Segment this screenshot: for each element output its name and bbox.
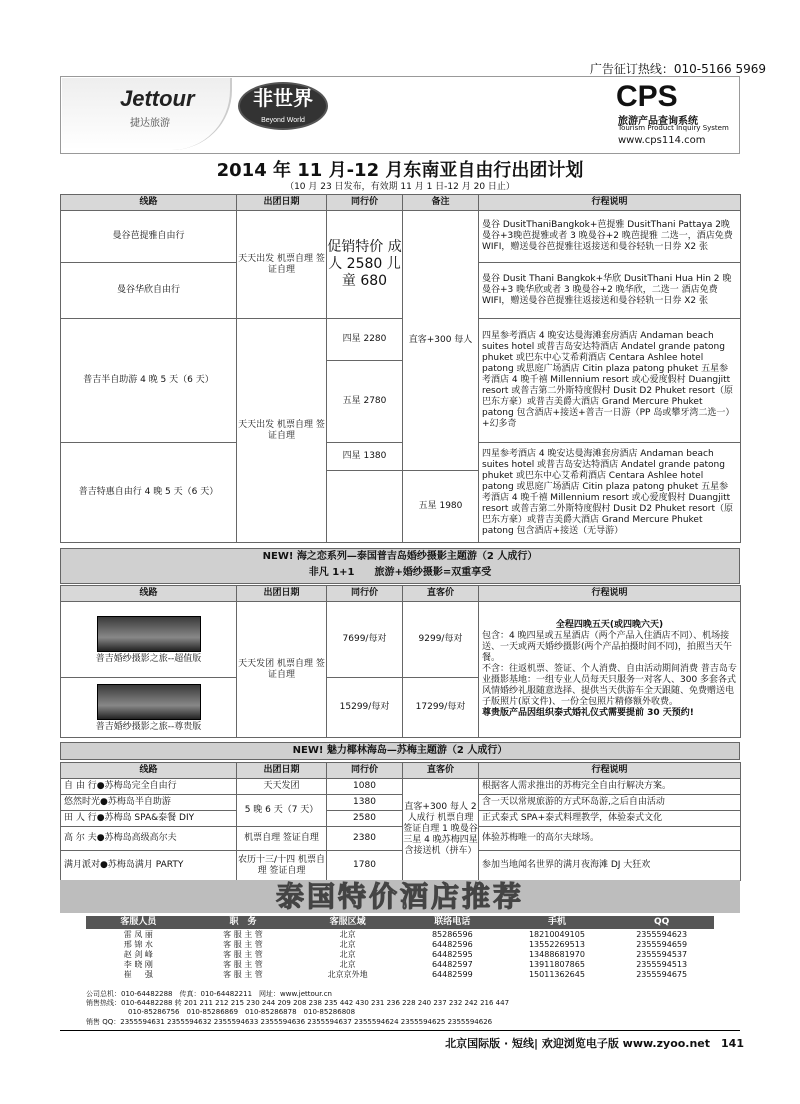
page-footer: 北京国际版 · 短线| 欢迎浏览电子版 www.zyoo.net 141 [445,1037,744,1050]
wedding-price-2: 15299/每对 [327,678,403,738]
samui-desc-5: 参加当地闻名世界的满月夜海滩 DJ 大狂欢 [479,851,741,881]
samui-banner: NEW! 魅力椰林海岛—苏梅主题游（2 人成行） [60,742,740,760]
contact-role: 客 服 主 管 [223,939,263,949]
desc-huahin: 曼谷 Dusit Thani Bangkok+华欣 DusitThani Hua Hin 2 晚曼谷+3 晚华欣或者 3 晚曼谷+2 晚华欣，二选一 酒店免费 WIFI，赠送曼谷芭提雅往返接送和曼谷轻轨一日券 X2 张 [479,263,741,319]
samui-date-b: 5 晚 6 天（7 天） [237,795,327,827]
samui-desc-1: 根据客人需求推出的苏梅完全自由行解决方案。 [479,779,741,795]
note-cell: 直客+300 每人 [403,211,479,471]
route-bangkok-huahin: 曼谷华欣自由行 [61,263,237,319]
contact-mobile: 15011362645 [528,969,585,979]
contact-row [86,929,714,939]
contact-area: 北京 [339,939,356,949]
samui-desc-3: 正式泰式 SPA+泰式料理教学，体验泰式文化 [479,811,741,827]
route-phuket-half: 普吉半自助游 4 晚 5 天（6 天） [61,319,237,443]
world-logo [238,82,328,130]
col-route: 线路 [61,195,237,211]
col-date: 出团日期 [237,195,327,211]
samui-price-4: 2380 [327,827,403,851]
col-desc: 行程说明 [479,763,741,779]
contact-area: 北京 [339,949,356,959]
samui-date-a: 天天发团 [237,779,327,795]
contact-name: 邢 锦 水 [123,939,153,949]
contact-row [86,949,714,959]
contact-qq: 2355594659 [636,939,688,949]
contact-phone: 64482596 [431,939,473,949]
cps-line2: Tourism Product Inquiry System [618,124,729,132]
contact-col-mobile: 手机 [505,916,610,929]
cps-url: www.cps114.com [618,135,706,146]
wedding-desc-2: 不含：往返机票、签证、个人消费、自由活动期间消费 普吉岛专业摄影基地：一组专业人员每天只服务一对客人、300 多套各式风情婚纱礼服随意选择、提供当天供游车全天跟随、免费赠送电子版照片(原文件)、一份全包照片精修额外收费。 [482,664,737,707]
desc-pattaya: 曼谷 DusitThaniBangkok+芭提雅 DusitThani Pattaya 2晚曼谷+3晚芭提雅或者 3 晚曼谷+2 晚芭提雅 二选一，酒店免费 WIFI，赠送曼谷芭提雅往返接送和曼谷轻轨一日券 X2 张 [479,211,741,263]
desc-full: 四星参考酒店 4 晚安达曼海滩套房酒店 Andaman beach suites hotel 或普吉岛安达特酒店 Andatel grande patong phuket 或巴东中心艾希莉酒店 Centara Ashlee hotel patong 或思庭广场酒店 Citin plaza patong phuket 五星参考酒店 4 晚千禧 Millennium resort 或心爱度假村 Duangjitt resort 或普吉第二外斯特度假村 Dusit D2 Phuket resort（原巴东方豪）或普吉美爵大酒店 Grand Mercure Phuket patong 包含酒店+接送（无导游） [479,443,741,543]
wedding-desc-3: 尊贵版产品因组织泰式婚礼仪式需要提前 30 天预约! [482,708,694,718]
date-cell-2: 天天出发 机票自理 签证自理 [237,319,327,543]
world-logo-text: 非世界 [253,88,313,110]
contact-col-name: 客服人员 [86,916,191,929]
contact-phone: 64482599 [431,969,473,979]
col-route: 线路 [61,763,237,779]
contact-col-qq: QQ [609,916,714,929]
samui-route-3: 田 人 行●苏梅岛 SPA&泰餐 DIY [61,811,237,827]
ad-hotline: 广告征订热线：010-5166 5969 [589,62,766,76]
contact-name: 崔 强 [123,969,153,979]
samui-price-5: 1780 [327,851,403,881]
hotel-banner: 泰国特价酒店推荐 [60,880,740,913]
col-date: 出团日期 [237,586,327,602]
wedding-banner-line1: NEW! 海之恋系列—泰国普吉岛婚纱摄影主题游（2 人成行） [262,551,538,562]
samui-route-4: 高 尔 夫●苏梅岛高级高尔夫 [61,827,237,851]
contact-role: 客 服 主 管 [223,959,263,969]
price-4star: 四星 2280 [327,319,403,361]
cps-line1: 旅游产品查询系统 [618,116,698,127]
samui-desc-2: 含一天以常规旅游的方式环岛游,之后自由活动 [479,795,741,811]
samui-table [60,762,741,881]
wedding-banner-line2: 非凡 1+1 旅游+婚纱摄影=双重享受 [308,567,492,578]
col-price: 同行价 [327,195,403,211]
wedding-photo [97,616,201,652]
samui-price-2: 1380 [327,795,403,811]
col-desc: 行程说明 [479,195,741,211]
world-logo-sub: Beyond World [261,117,305,124]
contact-row [86,969,714,979]
col-desc: 行程说明 [479,586,741,602]
contact-table [86,916,714,979]
date-cell: 天天出发 机票自理 签证自理 [237,211,327,319]
contact-mobile: 13911807865 [528,959,585,969]
wedding-value [61,602,237,678]
samui-date-d: 农历十三/十四 机票自理 签证自理 [237,851,327,881]
contact-qq: 2355594675 [636,969,688,979]
contact-qq: 2355594623 [636,929,688,939]
col-date: 出团日期 [237,763,327,779]
desc-half: 四星参考酒店 4 晚安达曼海滩套房酒店 Andaman beach suites hotel 或普吉岛安达特酒店 Andatel grande patong phuket 或巴东中心艾希莉酒店 Centara Ashlee hotel patong 或思庭广场酒店 Citin plaza patong phuket 五星参考酒店 4 晚千禧 Millennium resort 或心爱度假村 Duangjitt resort 或普吉第二外斯特度假村 Dusit D2 Phuket resort（原巴东方豪）或普吉美爵大酒店 Grand Mercure Phuket patong 包含酒店+接送+普吉一日游（PP 岛或攀牙湾二选一）+幻多奇 [479,319,741,443]
col-client: 直客价 [403,763,479,779]
wedding-banner [60,548,740,584]
samui-client: 直客+300 每人 2 人成行 机票自理 签证自理 1 晚曼谷三星 4 晚苏梅四星 含接送机（拼车） [403,779,479,881]
wedding-premium-label: 普吉婚纱摄影之旅--尊贵版 [95,722,202,732]
sea-table [60,194,741,543]
samui-route-2: 悠然时光●苏梅岛半自助游 [61,795,237,811]
page-subtitle: （10 月 23 日发布，有效期 11 月 1 日-12 月 20 日止） [285,182,515,192]
jettour-logo: Jettour [120,86,195,111]
col-note: 备注 [403,195,479,211]
contact-col-area: 客服区域 [295,916,400,929]
samui-price-3: 2580 [327,811,403,827]
contact-role: 客 服 主 管 [223,929,263,939]
wedding-premium [61,678,237,738]
wedding-value-label: 普吉婚纱摄影之旅--超值版 [95,654,202,664]
col-route: 线路 [61,586,237,602]
contact-area: 北京 [339,959,356,969]
contact-col-phone: 联络电话 [400,916,505,929]
price-5star: 五星 2780 [327,361,403,443]
contact-phone: 64482597 [431,959,473,969]
wedding-date: 天天发团 机票自理 签证自理 [237,602,327,738]
price-5star-b: 五星 1980 [403,471,479,543]
contact-phone: 85286596 [431,929,473,939]
footer-sales-2: 010-85286756 010-85286869 010-85286878 010-85286808 [128,1008,356,1016]
contact-qq: 2355594537 [636,949,688,959]
wedding-desc [479,602,741,738]
contact-area: 北京 [339,929,356,939]
wedding-client-1: 9299/每对 [403,602,479,678]
samui-date-c: 机票自理 签证自理 [237,827,327,851]
contact-mobile: 13488681970 [528,949,585,959]
contact-name: 雷 凤 丽 [123,929,153,939]
contact-name: 赵 剑 峰 [123,949,153,959]
contact-role: 客 服 主 管 [223,949,263,959]
contact-row [86,939,714,949]
wedding-desc-1: 包含：4 晚四星或五星酒店（两个产品入住酒店不同）、机场接送、一天或两天婚纱摄影(两个产品拍摄时间不同)，拍照当天午餐。 [482,631,733,663]
samui-route-1: 自 由 行●苏梅岛完全自由行 [61,779,237,795]
route-phuket-full: 普吉特惠自由行 4 晚 5 天（6 天） [61,443,237,543]
page-title: 2014 年 11 月-12 月东南亚自由行出团计划 [216,160,584,181]
contact-row [86,959,714,969]
route-bangkok-pattaya: 曼谷芭提雅自由行 [61,211,237,263]
col-price: 同行价 [327,586,403,602]
wedding-client-2: 17299/每对 [403,678,479,738]
col-client: 直客价 [403,586,479,602]
footer-rule [60,1030,740,1031]
contact-role: 客 服 主 管 [223,969,263,979]
contact-mobile: 13552269513 [528,939,585,949]
footer-sales: 销售热线：010-64482288 转 201 211 212 215 230 244 209 208 238 235 442 430 231 236 228 240 237 232 242 216 447 [86,999,510,1007]
footer-company: 公司总机：010-64482288 传真：010-64482211 网址：www.jettour.cn [86,990,332,998]
cps-logo: CPS [616,80,678,113]
samui-desc-4: 体验苏梅唯一的高尔夫球场。 [479,827,741,851]
promo-price: 促销特价 成人 2580 儿童 680 [327,211,403,319]
contact-mobile: 18210049105 [528,929,585,939]
wedding-price-1: 7699/每对 [327,602,403,678]
contact-col-role: 职 务 [191,916,296,929]
footer-qq: 销售 QQ：2355594631 2355594632 2355594633 2355594636 2355594637 2355594624 2355594625 2355594626 [86,1018,493,1026]
contact-phone: 64482595 [431,949,473,959]
contact-qq: 2355594513 [636,959,688,969]
contact-area: 北京京外地 [327,969,368,979]
wedding-photo-2 [97,684,201,720]
price-4star-b: 四星 1380 [327,443,403,471]
wedding-table [60,585,741,738]
wedding-desc-title: 全程四晚五天(或四晚六天) [555,620,664,630]
samui-price-1: 1080 [327,779,403,795]
jettour-sub: 捷达旅游 [130,118,170,129]
contact-name: 李 晓 刚 [123,959,153,969]
col-price: 同行价 [327,763,403,779]
samui-route-5: 满月派对●苏梅岛满月 PARTY [61,851,237,881]
